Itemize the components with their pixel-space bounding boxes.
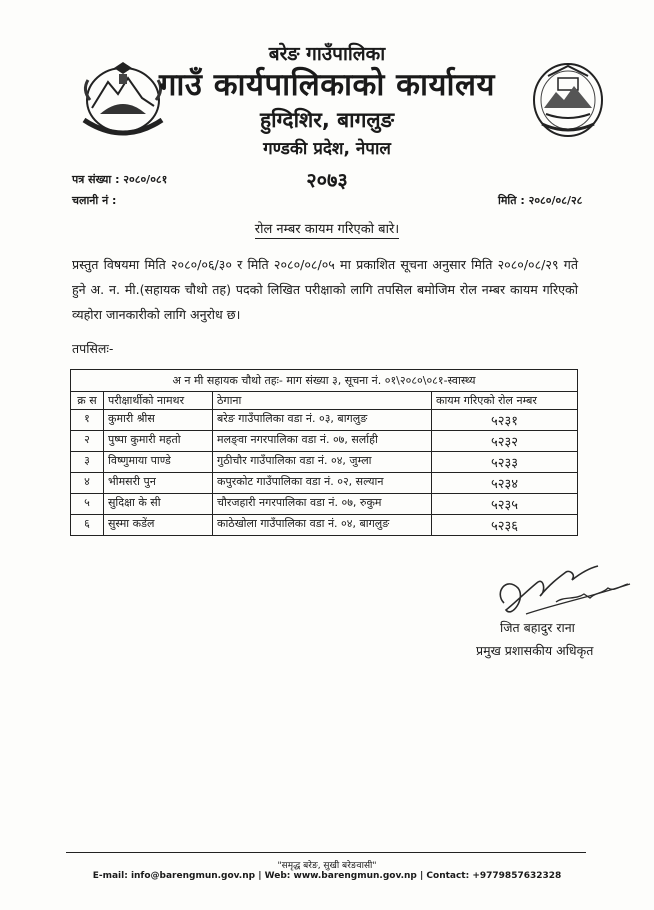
cell-name: कुमारी श्रीस <box>104 410 213 431</box>
cell-roll: ५२३२ <box>432 431 578 452</box>
cell-address: मलङ्वा नगरपालिका वडा नं. ०७, सर्लाही <box>213 431 432 452</box>
cell-roll: ५२३३ <box>432 452 578 473</box>
table-row <box>71 515 578 536</box>
office-name: गाउँ कार्यपालिकाको कार्यालय <box>158 67 496 103</box>
letter-number: पत्र संख्या : २०८०/०८१ <box>72 173 168 186</box>
cell-name: पुष्पा कुमारी महतो <box>104 431 213 452</box>
signatory-name: जित बहादुर राना <box>500 620 575 635</box>
signatory-title: प्रमुख प्रशासकीय अधिकृत <box>476 643 594 658</box>
header-roll: कायम गरिएको रोल नम्बर <box>432 392 578 410</box>
table-caption-row <box>71 370 578 392</box>
table-row <box>71 410 578 431</box>
footer-divider <box>66 852 586 853</box>
cell-roll: ५२३५ <box>432 494 578 515</box>
subject-line <box>0 218 654 239</box>
municipality-name: बरेङ गाउँपालिका <box>268 43 386 65</box>
cell-sn: ५ <box>71 494 104 515</box>
cell-sn: २ <box>71 431 104 452</box>
details-label: तपसिलः- <box>72 341 114 356</box>
roll-number-table <box>70 369 578 536</box>
dispatch-number: चलानी नं : <box>72 194 117 207</box>
cell-address: गुठीचौर गाउँपालिका वडा नं. ०४, जुम्ला <box>213 452 432 473</box>
header-address: ठेगाना <box>213 392 432 410</box>
cell-roll: ५२३१ <box>432 410 578 431</box>
letter-body: प्रस्तुत विषयमा मिति २०८०/०६/३० र मिति २०८०/०८/०५ मा प्रकाशित सूचना अनुसार मिति २०८०/०८/२९ गते हुने अ. न. मी.(सहायक चौथो तह) पदको लिखित परीक्षाको लागि तपसिल बमोजिम रोल नम्बर कायम गरिएको व्यहोरा जानकारीको लागि अनुरोध छ। <box>72 257 578 322</box>
cell-address: कपुरकोट गाउँपालिका वडा नं. ०२, सल्यान <box>213 473 432 494</box>
cell-address: बरेङ गाउँपालिका वडा नं. ०३, बागलुङ <box>213 410 432 431</box>
cell-sn: ३ <box>71 452 104 473</box>
cell-address: काठेखोला गाउँपालिका वडा नं. ०४, बागलुङ <box>213 515 432 536</box>
subject-text: रोल नम्बर कायम गरिएको बारे। <box>255 219 399 239</box>
cell-name: सुस्मा कडेंल <box>104 515 213 536</box>
cell-name: भीमसरी पुन <box>104 473 213 494</box>
table-row <box>71 452 578 473</box>
cell-sn: १ <box>71 410 104 431</box>
office-address: हुग्दिशिर, बागलुङ <box>259 108 395 132</box>
cell-roll: ५२३४ <box>432 473 578 494</box>
province-name: गण्डकी प्रदेश, नेपाल <box>263 139 391 159</box>
cell-sn: ४ <box>71 473 104 494</box>
table-row <box>71 473 578 494</box>
table-header-row <box>71 392 578 410</box>
header-sn: क्र स <box>71 392 104 410</box>
table-caption: अ न मी सहायक चौथो तहः- माग संख्या ३, सूचना नं. ०१\२०८०\०८१-स्वास्थ्य <box>71 370 578 392</box>
established-year: २०७३ <box>306 168 348 192</box>
cell-address: चौरजहारी नगरपालिका वडा नं. ०७, रुकुम <box>213 494 432 515</box>
cell-name: विष्णुमाया पाण्डे <box>104 452 213 473</box>
cell-roll: ५२३६ <box>432 515 578 536</box>
header-name: परीक्षार्थीको नामथर <box>104 392 213 410</box>
letter-date: मिति : २०८०/०८/२८ <box>498 194 583 207</box>
footer-motto: "समृद्ध बरेङ, सुखी बरेङवासी" <box>277 861 377 871</box>
footer-contact: E-mail: info@barengmun.gov.np | Web: www.barengmun.gov.np | Contact: +9779857632328 <box>92 871 562 881</box>
cell-sn: ६ <box>71 515 104 536</box>
table-row <box>71 431 578 452</box>
cell-name: सुदिक्षा के सी <box>104 494 213 515</box>
table-row <box>71 494 578 515</box>
